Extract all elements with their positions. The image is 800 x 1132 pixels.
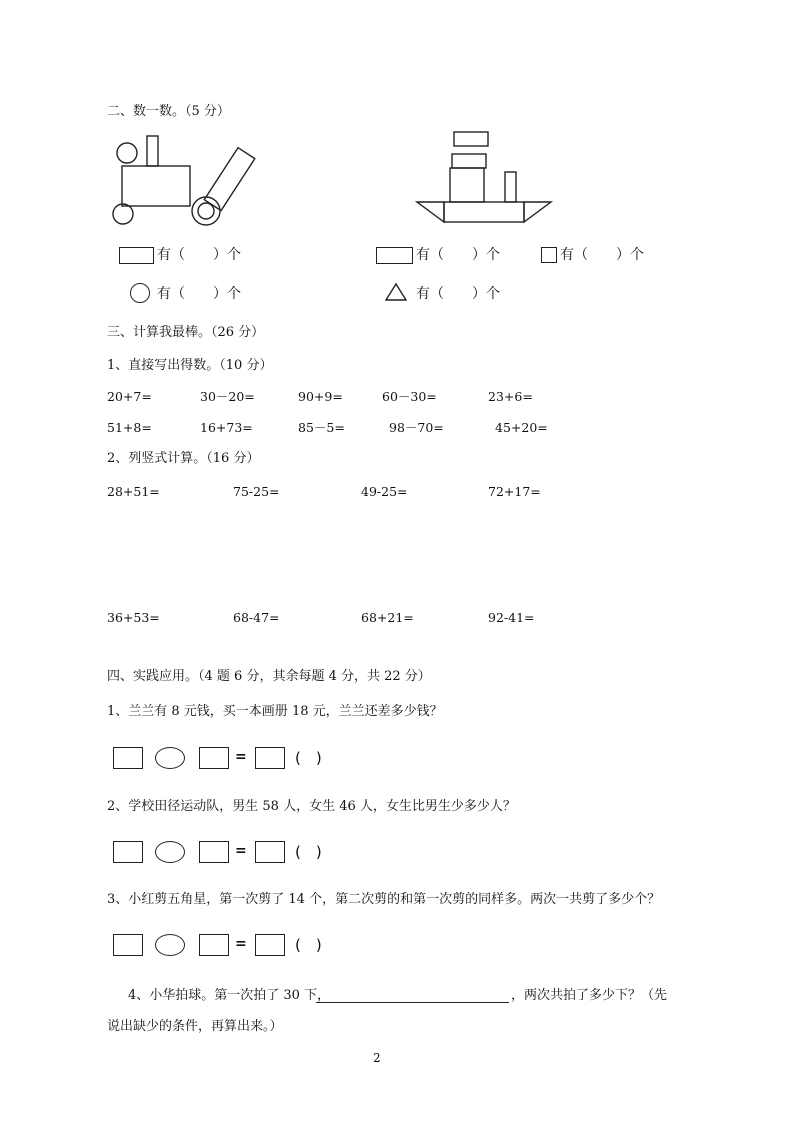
missing-condition-blank[interactable] <box>316 988 509 1003</box>
problem: 23+6= <box>488 389 533 404</box>
answer-box[interactable] <box>113 934 143 956</box>
problem: 30－20= <box>200 389 255 404</box>
section-3-title: 三、计算我最棒。（26 分） <box>107 325 265 340</box>
answer-box[interactable] <box>199 841 229 863</box>
problem: 90+9= <box>298 389 343 404</box>
problem: 20+7= <box>107 389 152 404</box>
answer-box[interactable] <box>199 747 229 769</box>
section-2-title: 二、数一数。（5 分） <box>107 104 230 119</box>
vertical-problem: 49-25= <box>361 484 408 499</box>
count-rect-left: 有（ ）个 <box>157 247 241 263</box>
rectangle-icon <box>376 247 413 264</box>
question-4-part-c: 说出缺少的条件，再算出来。） <box>107 1019 283 1034</box>
vertical-problem: 68+21= <box>361 610 414 625</box>
count-circle: 有（ ）个 <box>157 286 241 302</box>
section-4-title: 四、实践应用。（4 题 6 分，其余每题 4 分，共 22 分） <box>107 669 431 684</box>
answer-box[interactable] <box>199 934 229 956</box>
operator-oval[interactable] <box>155 747 185 769</box>
problem: 45+20= <box>495 420 548 435</box>
question-4-part-b: ，两次共拍了多少下？（先 <box>511 988 668 1003</box>
problem: 98－70= <box>389 420 444 435</box>
vertical-problem: 75-25= <box>233 484 280 499</box>
square-icon <box>541 247 557 263</box>
count-rect-right: 有（ ）个 <box>416 247 500 263</box>
answer-box[interactable] <box>113 747 143 769</box>
part-2-title: 2、列竖式计算。（16 分） <box>107 451 260 466</box>
vertical-problem: 92-41= <box>488 610 535 625</box>
question-1: 1、兰兰有 8 元钱，买一本画册 18 元，兰兰还差多少钱？ <box>107 704 443 719</box>
result-box[interactable] <box>255 934 285 956</box>
problem: 16+73= <box>200 420 253 435</box>
count-square: 有（ ）个 <box>560 247 644 263</box>
part-1-title: 1、直接写出得数。（10 分） <box>107 358 273 373</box>
circle-icon <box>130 283 150 303</box>
unit-paren[interactable]: ( ) <box>295 749 322 767</box>
count-triangle: 有（ ）个 <box>416 286 500 302</box>
equals-sign: = <box>235 936 247 952</box>
unit-paren[interactable]: ( ) <box>295 843 322 861</box>
problem: 60－30= <box>382 389 437 404</box>
vertical-problem: 36+53= <box>107 610 160 625</box>
vertical-problem: 72+17= <box>488 484 541 499</box>
vertical-problem: 68-47= <box>233 610 280 625</box>
unit-paren[interactable]: ( ) <box>295 936 322 954</box>
tractor-figure <box>108 132 258 228</box>
equals-sign: = <box>235 843 247 859</box>
problem: 51+8= <box>107 420 152 435</box>
equals-sign: = <box>235 749 247 765</box>
page-number: 2 <box>373 1051 381 1065</box>
problem: 85－5= <box>298 420 345 435</box>
result-box[interactable] <box>255 747 285 769</box>
question-3: 3、小红剪五角星，第一次剪了 14 个，第二次剪的和第一次剪的同样多。两次一共剪了多少个？ <box>107 892 661 907</box>
question-2: 2、学校田径运动队，男生 58 人，女生 46 人，女生比男生少多少人？ <box>107 799 516 814</box>
answer-box[interactable] <box>113 841 143 863</box>
operator-oval[interactable] <box>155 841 185 863</box>
triangle-icon <box>384 282 408 302</box>
result-box[interactable] <box>255 841 285 863</box>
rectangle-icon <box>119 247 154 264</box>
vertical-problem: 28+51= <box>107 484 160 499</box>
operator-oval[interactable] <box>155 934 185 956</box>
boat-figure <box>415 128 555 226</box>
question-4-part-a: 4、小华拍球。第一次拍了 30 下， <box>128 988 331 1003</box>
